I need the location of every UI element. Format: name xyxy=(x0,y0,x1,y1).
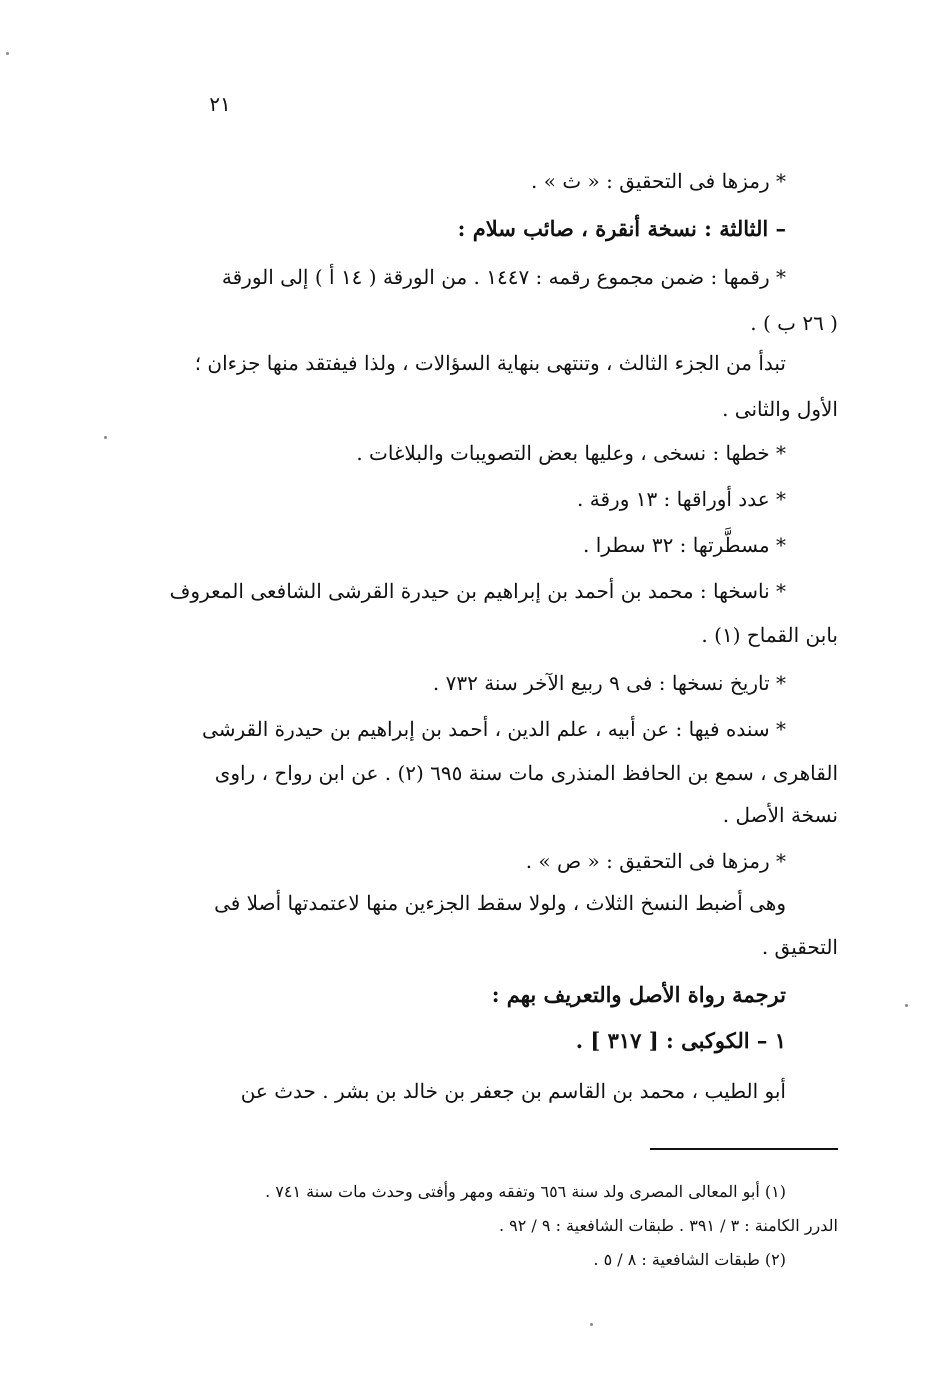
text-line: * رمزها فى التحقيق : « ث » . xyxy=(531,169,786,193)
scan-speck xyxy=(6,52,9,55)
page-number: ٢١ xyxy=(209,92,231,116)
entry-heading: ١ – الكوكبى : [ ٣١٧ ] . xyxy=(575,1028,786,1053)
text-line: * تاريخ نسخها : فى ٩ ربيع الآخر سنة ٧٣٢ . xyxy=(432,671,786,695)
text-line: بابن القماح (١) . xyxy=(701,623,838,647)
text-line: القاهرى ، سمع بن الحافظ المنذرى مات سنة ٦٩٥ (٢) . عن ابن رواح ، راوى xyxy=(214,761,838,785)
footnote-line: (١) أبو المعالى المصرى ولد سنة ٦٥٦ وتفقه ومهر وأفتى وحدث مات سنة ٧٤١ . xyxy=(265,1182,786,1201)
text-line: * سنده فيها : عن أبيه ، علم الدين ، أحمد بن إبراهيم بن حيدرة القرشى xyxy=(202,717,786,741)
footnote-line: الدرر الكامنة : ٣ / ٣٩١ . طبقات الشافعية : ٩ / ٩٢ . xyxy=(498,1216,838,1235)
scan-speck xyxy=(104,436,107,439)
scan-speck xyxy=(590,1323,593,1326)
text-line: نسخة الأصل . xyxy=(722,803,838,827)
text-line: ( ٢٦ ب ) . xyxy=(750,311,838,335)
text-line: * ناسخها : محمد بن أحمد بن إبراهيم بن حيدرة القرشى الشافعى المعروف xyxy=(169,579,786,603)
scan-speck xyxy=(905,1004,908,1007)
text-line: * خطها : نسخى ، وعليها بعض التصويبات والبلاغات . xyxy=(356,441,786,465)
text-line: * عدد أوراقها : ١٣ ورقة . xyxy=(577,487,786,511)
text-line: * رمزها فى التحقيق : « ص » . xyxy=(525,849,786,873)
section-heading: – الثالثة : نسخة أنقرة ، صائب سلام : xyxy=(457,216,786,241)
text-line: * مسطَّرتها : ٣٢ سطرا . xyxy=(583,533,786,557)
footnote-separator xyxy=(650,1148,838,1150)
text-line: التحقيق . xyxy=(761,935,838,959)
footnote-line: (٢) طبقات الشافعية : ٨ / ٥ . xyxy=(593,1250,786,1269)
text-line: * رقمها : ضمن مجموع رقمه : ١٤٤٧ . من الورقة ( ١٤ أ ) إلى الورقة xyxy=(221,265,786,289)
text-line: الأول والثانى . xyxy=(722,397,838,421)
text-line: تبدأ من الجزء الثالث ، وتنتهى بنهاية السؤالات ، ولذا فيفتقد منها جزءان ؛ xyxy=(194,351,786,375)
text-line: وهى أضبط النسخ الثلاث ، ولولا سقط الجزءين منها لاعتمدتها أصلا فى xyxy=(214,891,786,915)
text-line: أبو الطيب ، محمد بن القاسم بن جعفر بن خالد بن بشر . حدث عن xyxy=(240,1079,786,1103)
section-heading: ترجمة رواة الأصل والتعريف بهم : xyxy=(491,982,786,1007)
